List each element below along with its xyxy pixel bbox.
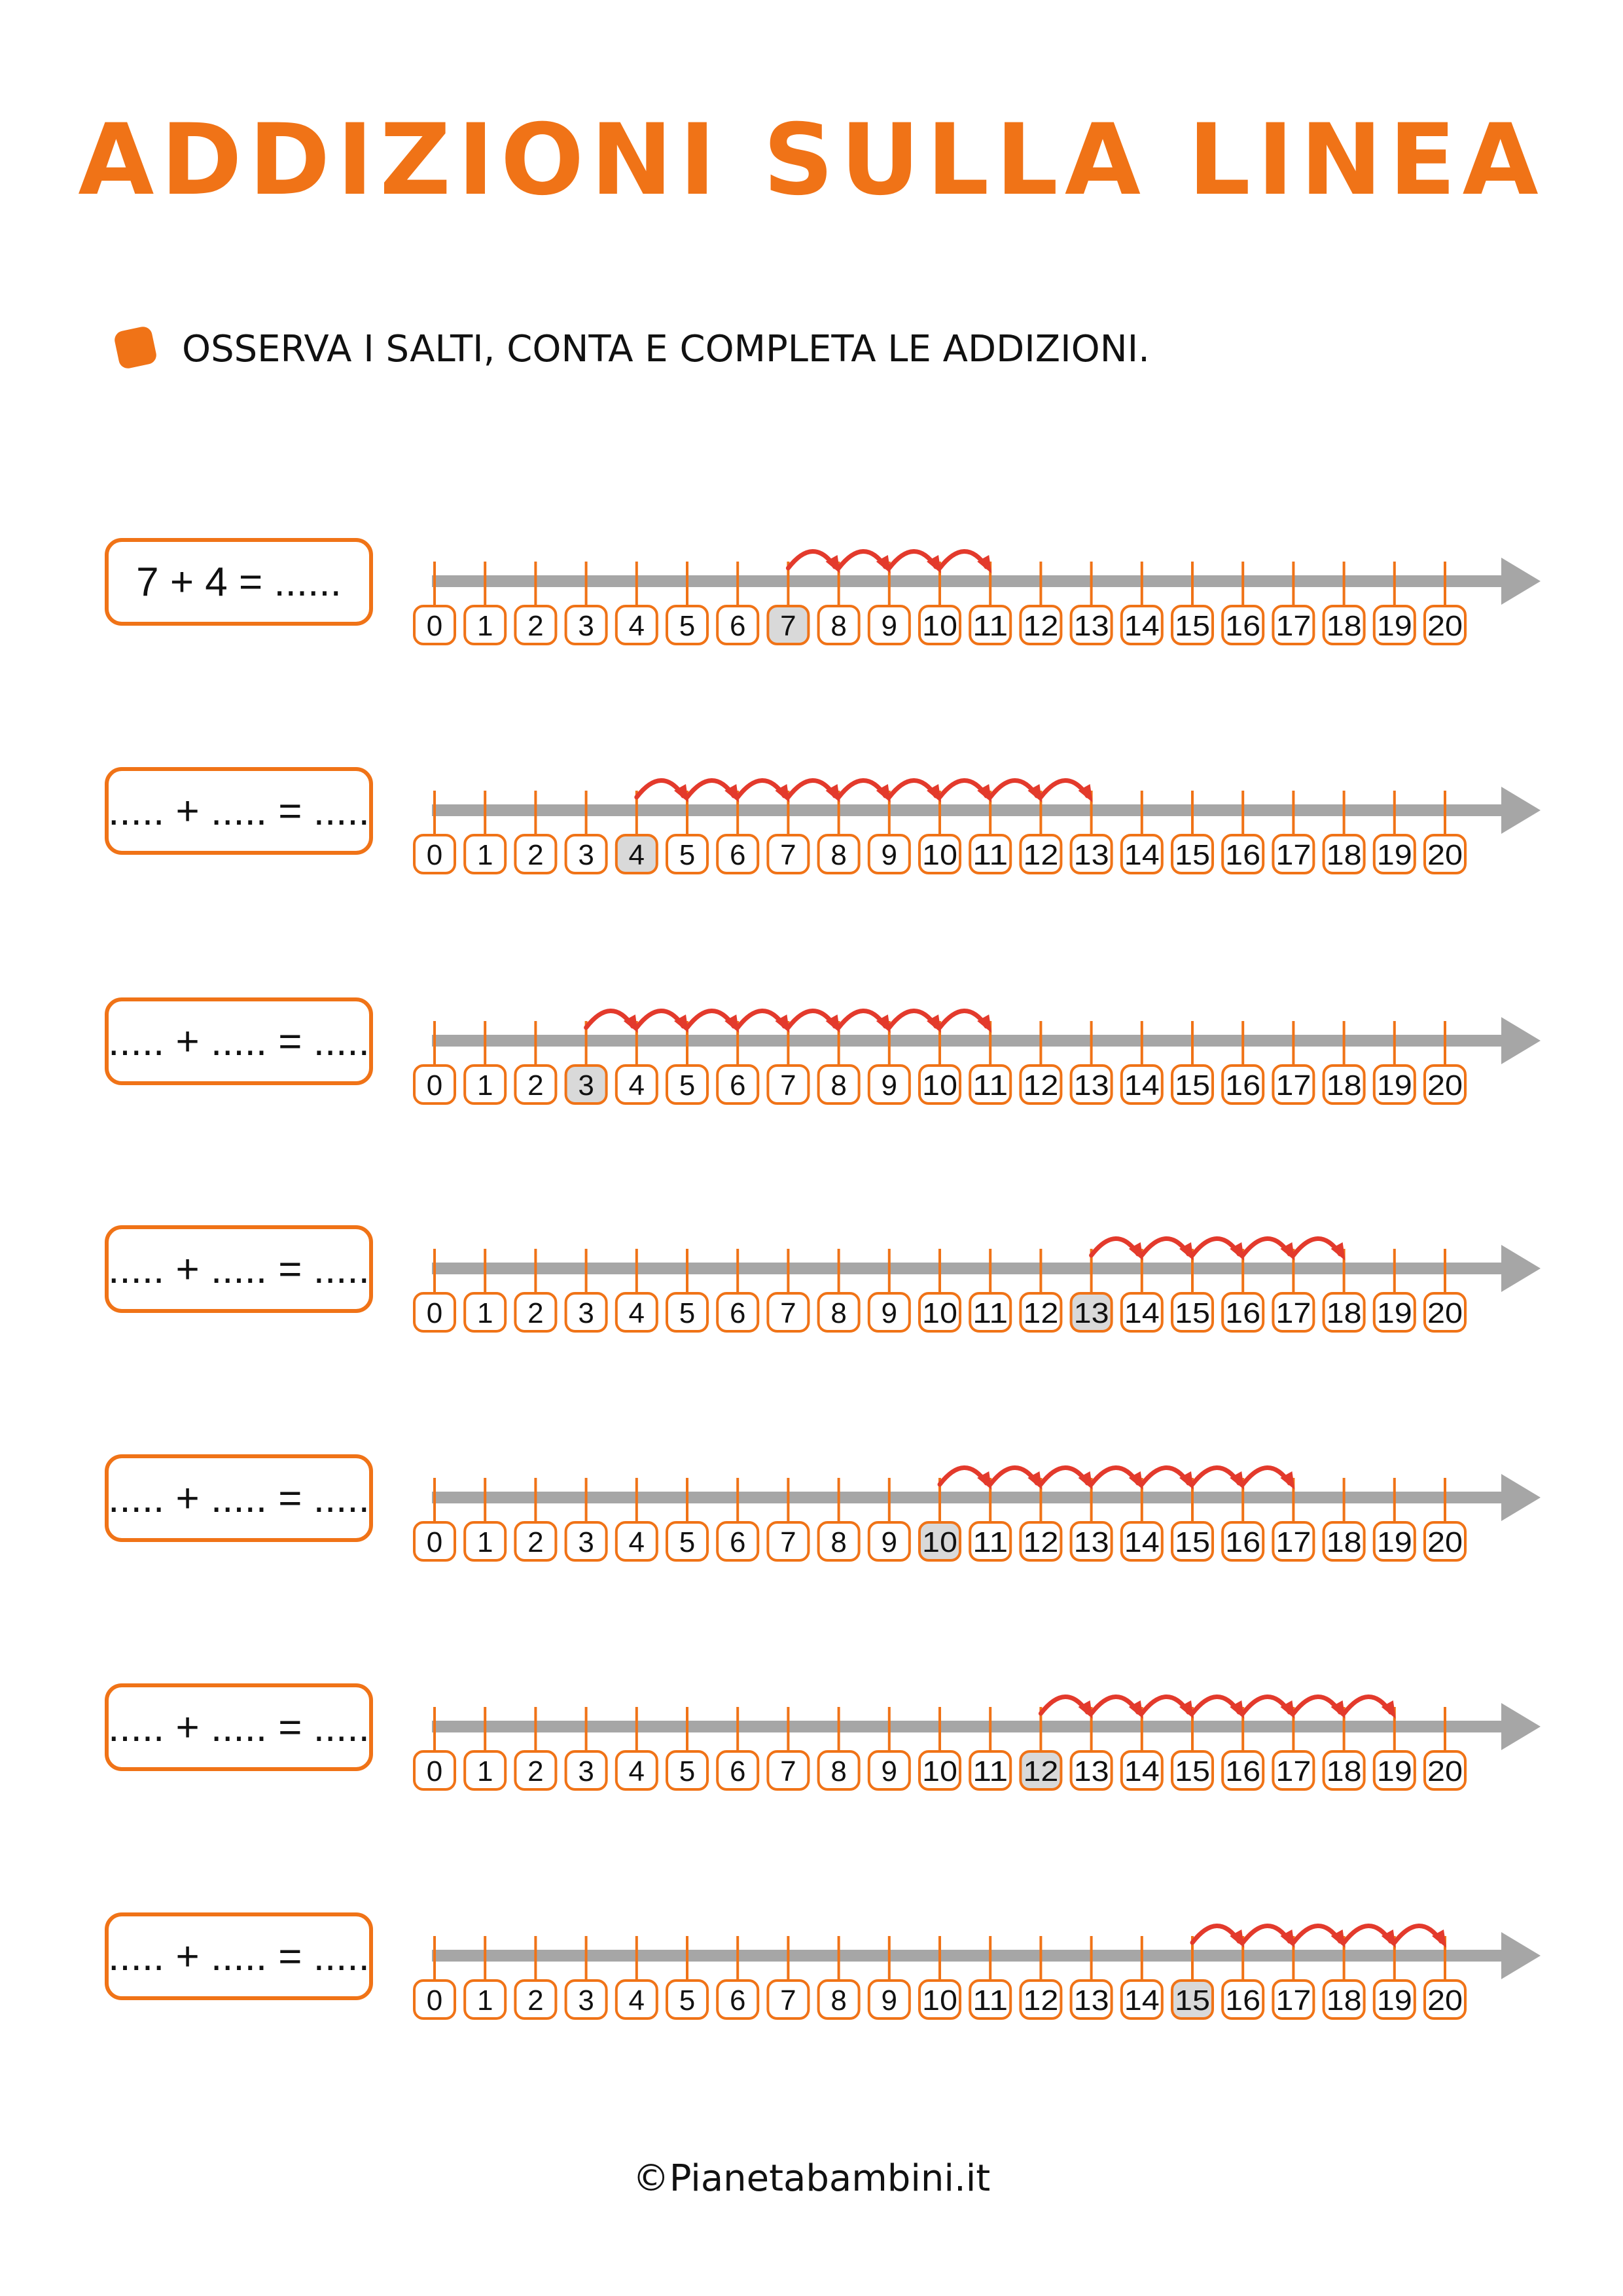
number-label: 5 — [679, 839, 696, 871]
number-label: 17 — [1275, 1069, 1311, 1102]
number-label: 17 — [1275, 839, 1311, 871]
number-label: 20 — [1427, 1069, 1463, 1102]
page-title: ADDIZIONI SULLA LINEA — [78, 103, 1545, 217]
jump-arrow-icon — [839, 1011, 891, 1033]
number-label: 20 — [1427, 1297, 1463, 1329]
number-label: 15 — [1175, 1755, 1210, 1787]
number-label: 0 — [426, 1984, 443, 2017]
number-label: 20 — [1427, 610, 1463, 642]
number-label: 7 — [780, 839, 796, 871]
number-label: 14 — [1124, 839, 1160, 871]
number-label: 12 — [1023, 839, 1059, 871]
number-label: 9 — [881, 1984, 898, 2017]
number-label: 12 — [1023, 1297, 1059, 1329]
number-label: 19 — [1376, 1297, 1412, 1329]
equation-box[interactable]: ..... + ..... = ..... — [105, 1912, 373, 2000]
jump-arrow-icon — [940, 1467, 991, 1490]
number-label: 9 — [881, 610, 898, 642]
number-label: 18 — [1326, 1526, 1362, 1558]
arrow-head-icon — [1501, 1703, 1541, 1750]
number-label: 0 — [426, 1069, 443, 1102]
number-label: 12 — [1023, 610, 1059, 642]
number-line — [0, 1225, 1623, 1369]
number-label: 15 — [1175, 610, 1210, 642]
jump-arrow-icon — [889, 1011, 941, 1033]
number-label: 5 — [679, 610, 696, 642]
number-label: 13 — [1073, 1526, 1109, 1558]
number-label: 4 — [628, 1984, 645, 2017]
number-label: 18 — [1326, 610, 1362, 642]
number-label: 16 — [1225, 1526, 1261, 1558]
number-label: 0 — [426, 610, 443, 642]
number-label: 2 — [527, 1069, 544, 1102]
jump-arrow-icon — [1041, 780, 1092, 802]
number-label: 15 — [1175, 1984, 1210, 2017]
number-label: 16 — [1225, 1069, 1261, 1102]
number-label: 1 — [476, 839, 493, 871]
number-label: 15 — [1175, 1069, 1210, 1102]
number-label: 8 — [830, 1526, 847, 1558]
number-label: 16 — [1225, 1984, 1261, 2017]
number-label: 2 — [527, 1755, 544, 1787]
number-label: 13 — [1073, 1755, 1109, 1787]
number-line — [0, 997, 1623, 1141]
equation-box[interactable]: ..... + ..... = ..... — [105, 767, 373, 855]
jump-arrow-icon — [940, 1011, 991, 1033]
number-line — [0, 1683, 1623, 1827]
number-label: 14 — [1124, 1755, 1160, 1787]
jump-arrow-icon — [1395, 1926, 1446, 1948]
number-label: 9 — [881, 1297, 898, 1329]
jump-arrow-icon — [1192, 1467, 1244, 1490]
jump-arrow-icon — [1293, 1696, 1345, 1719]
jump-arrow-icon — [940, 551, 991, 573]
number-label: 6 — [729, 1297, 746, 1329]
number-label: 18 — [1326, 1069, 1362, 1102]
number-label: 10 — [922, 1755, 957, 1787]
number-label: 4 — [628, 1069, 645, 1102]
jump-arrow-icon — [1041, 1696, 1092, 1719]
number-line — [0, 767, 1623, 911]
number-label: 18 — [1326, 1984, 1362, 2017]
number-label: 11 — [972, 1526, 1008, 1558]
number-label: 16 — [1225, 839, 1261, 871]
number-label: 7 — [780, 1755, 796, 1787]
number-line — [0, 538, 1623, 682]
equation-box[interactable]: ..... + ..... = ..... — [105, 997, 373, 1085]
number-label: 4 — [628, 1526, 645, 1558]
number-label: 20 — [1427, 1526, 1463, 1558]
number-label: 1 — [476, 1755, 493, 1787]
number-label: 8 — [830, 1297, 847, 1329]
jump-arrow-icon — [738, 1011, 789, 1033]
exercise-row — [0, 1454, 1623, 1598]
number-label: 2 — [527, 1526, 544, 1558]
number-label: 2 — [527, 610, 544, 642]
number-label: 3 — [578, 1297, 594, 1329]
exercise-row — [0, 997, 1623, 1141]
number-label: 2 — [527, 1984, 544, 2017]
arrow-head-icon — [1501, 1474, 1541, 1521]
jump-arrow-icon — [1344, 1696, 1396, 1719]
number-label: 7 — [780, 1297, 796, 1329]
number-label: 11 — [972, 1297, 1008, 1329]
number-label: 11 — [972, 610, 1008, 642]
jump-arrow-icon — [1293, 1926, 1345, 1948]
number-label: 20 — [1427, 1755, 1463, 1787]
number-label: 6 — [729, 610, 746, 642]
jump-arrow-icon — [1192, 1926, 1244, 1948]
number-label: 5 — [679, 1297, 696, 1329]
exercise-row — [0, 1225, 1623, 1369]
jump-arrow-icon — [1092, 1238, 1143, 1261]
number-label: 14 — [1124, 1069, 1160, 1102]
number-label: 1 — [476, 1297, 493, 1329]
bullet-icon — [113, 325, 158, 370]
number-label: 19 — [1376, 1755, 1412, 1787]
number-label: 15 — [1175, 839, 1210, 871]
number-label: 1 — [476, 1069, 493, 1102]
number-label: 12 — [1023, 1984, 1059, 2017]
number-label: 14 — [1124, 1297, 1160, 1329]
number-label: 1 — [476, 1526, 493, 1558]
number-label: 0 — [426, 1526, 443, 1558]
number-label: 1 — [476, 610, 493, 642]
number-label: 3 — [578, 1755, 594, 1787]
number-label: 7 — [780, 610, 796, 642]
jump-arrow-icon — [687, 1011, 739, 1033]
number-label: 10 — [922, 1297, 957, 1329]
number-label: 3 — [578, 1069, 594, 1102]
number-label: 5 — [679, 1526, 696, 1558]
number-label: 3 — [578, 1526, 594, 1558]
number-label: 19 — [1376, 1984, 1412, 2017]
number-label: 8 — [830, 839, 847, 871]
number-label: 9 — [881, 1526, 898, 1558]
number-label: 7 — [780, 1526, 796, 1558]
jump-arrow-icon — [940, 780, 991, 802]
jump-arrow-icon — [637, 1011, 688, 1033]
number-label: 17 — [1275, 1984, 1311, 2017]
number-label: 4 — [628, 610, 645, 642]
jump-arrow-icon — [788, 780, 840, 802]
jump-arrow-icon — [637, 780, 688, 802]
equation-box[interactable]: ..... + ..... = ..... — [105, 1454, 373, 1542]
number-label: 9 — [881, 1069, 898, 1102]
number-label: 5 — [679, 1069, 696, 1102]
number-label: 20 — [1427, 839, 1463, 871]
jump-arrow-icon — [990, 1467, 1042, 1490]
number-label: 12 — [1023, 1069, 1059, 1102]
jump-arrow-icon — [1142, 1238, 1194, 1261]
equation-box[interactable]: ..... + ..... = ..... — [105, 1683, 373, 1771]
number-label: 3 — [578, 1984, 594, 2017]
number-label: 8 — [830, 1069, 847, 1102]
jump-arrow-icon — [1344, 1926, 1396, 1948]
number-label: 7 — [780, 1984, 796, 2017]
number-label: 18 — [1326, 839, 1362, 871]
number-label: 16 — [1225, 1755, 1261, 1787]
number-label: 11 — [972, 1984, 1008, 2017]
jump-arrow-icon — [839, 551, 891, 573]
number-label: 19 — [1376, 839, 1412, 871]
number-label: 4 — [628, 839, 645, 871]
number-label: 13 — [1073, 839, 1109, 871]
number-label: 10 — [922, 610, 957, 642]
number-label: 10 — [922, 839, 957, 871]
number-label: 0 — [426, 1755, 443, 1787]
number-label: 20 — [1427, 1984, 1463, 2017]
jump-arrow-icon — [1192, 1696, 1244, 1719]
jump-arrow-icon — [1142, 1467, 1194, 1490]
jump-arrow-icon — [1092, 1696, 1143, 1719]
number-label: 10 — [922, 1526, 957, 1558]
number-label: 12 — [1023, 1755, 1059, 1787]
footer-credit: ©Pianetabambini.it — [632, 2157, 991, 2200]
equation-box[interactable]: ..... + ..... = ..... — [105, 1225, 373, 1313]
number-label: 9 — [881, 1755, 898, 1787]
number-label: 3 — [578, 839, 594, 871]
number-label: 13 — [1073, 1297, 1109, 1329]
number-label: 8 — [830, 610, 847, 642]
jump-arrow-icon — [1243, 1238, 1294, 1261]
jump-arrow-icon — [586, 1011, 638, 1033]
number-label: 6 — [729, 1526, 746, 1558]
jump-arrow-icon — [1243, 1467, 1294, 1490]
exercise-row — [0, 767, 1623, 911]
number-label: 0 — [426, 839, 443, 871]
number-label: 17 — [1275, 1526, 1311, 1558]
number-label: 14 — [1124, 1984, 1160, 2017]
arrow-head-icon — [1501, 558, 1541, 605]
arrow-head-icon — [1501, 1245, 1541, 1292]
jump-arrow-icon — [788, 1011, 840, 1033]
number-label: 0 — [426, 1297, 443, 1329]
arrow-head-icon — [1501, 1932, 1541, 1979]
number-label: 10 — [922, 1984, 957, 2017]
jump-arrow-icon — [1041, 1467, 1092, 1490]
number-label: 2 — [527, 839, 544, 871]
number-line — [0, 1454, 1623, 1598]
jump-arrow-icon — [990, 780, 1042, 802]
jump-arrow-icon — [1142, 1696, 1194, 1719]
number-label: 8 — [830, 1755, 847, 1787]
number-label: 2 — [527, 1297, 544, 1329]
jump-arrow-icon — [1243, 1696, 1294, 1719]
number-label: 4 — [628, 1297, 645, 1329]
number-line — [0, 1912, 1623, 2056]
exercise-row — [0, 1683, 1623, 1827]
exercise-row — [0, 538, 1623, 682]
jump-arrow-icon — [839, 780, 891, 802]
number-label: 1 — [476, 1984, 493, 2017]
number-label: 6 — [729, 1984, 746, 2017]
number-label: 17 — [1275, 610, 1311, 642]
number-label: 8 — [830, 1984, 847, 2017]
jump-arrow-icon — [1243, 1926, 1294, 1948]
number-label: 6 — [729, 1069, 746, 1102]
jump-arrow-icon — [1092, 1467, 1143, 1490]
number-label: 9 — [881, 839, 898, 871]
number-label: 7 — [780, 1069, 796, 1102]
number-label: 17 — [1275, 1297, 1311, 1329]
number-label: 12 — [1023, 1526, 1059, 1558]
jump-arrow-icon — [1192, 1238, 1244, 1261]
number-label: 3 — [578, 610, 594, 642]
arrow-head-icon — [1501, 787, 1541, 834]
number-label: 11 — [972, 839, 1008, 871]
number-label: 15 — [1175, 1526, 1210, 1558]
number-label: 11 — [972, 1755, 1008, 1787]
jump-arrow-icon — [738, 780, 789, 802]
number-label: 6 — [729, 839, 746, 871]
jump-arrow-icon — [889, 780, 941, 802]
number-label: 13 — [1073, 1984, 1109, 2017]
number-label: 16 — [1225, 610, 1261, 642]
number-label: 14 — [1124, 610, 1160, 642]
number-label: 14 — [1124, 1526, 1160, 1558]
number-label: 19 — [1376, 610, 1412, 642]
number-label: 13 — [1073, 610, 1109, 642]
number-label: 10 — [922, 1069, 957, 1102]
number-label: 11 — [972, 1069, 1008, 1102]
instruction-text: OSSERVA I SALTI, CONTA E COMPLETA LE ADDIZIONI. — [182, 328, 1150, 370]
equation-box[interactable]: 7 + 4 = ...... — [105, 538, 373, 626]
number-label: 4 — [628, 1755, 645, 1787]
number-label: 5 — [679, 1984, 696, 2017]
number-label: 5 — [679, 1755, 696, 1787]
number-label: 6 — [729, 1755, 746, 1787]
arrow-head-icon — [1501, 1017, 1541, 1064]
number-label: 18 — [1326, 1755, 1362, 1787]
number-label: 13 — [1073, 1069, 1109, 1102]
number-label: 15 — [1175, 1297, 1210, 1329]
number-label: 17 — [1275, 1755, 1311, 1787]
number-label: 16 — [1225, 1297, 1261, 1329]
exercise-row — [0, 1912, 1623, 2056]
jump-arrow-icon — [788, 551, 840, 573]
jump-arrow-icon — [687, 780, 739, 802]
number-label: 18 — [1326, 1297, 1362, 1329]
number-label: 19 — [1376, 1069, 1412, 1102]
number-label: 19 — [1376, 1526, 1412, 1558]
jump-arrow-icon — [1293, 1238, 1345, 1261]
jump-arrow-icon — [889, 551, 941, 573]
